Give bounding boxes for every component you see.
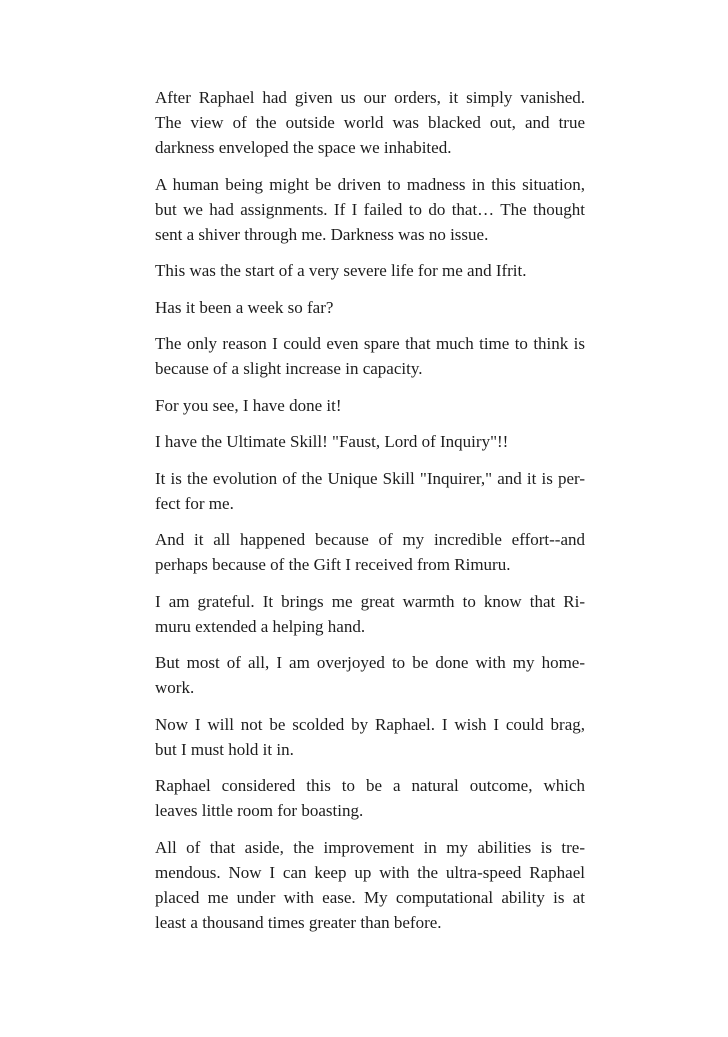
paragraph (155, 650, 585, 700)
text-line: but we had assignments. If I failed to do that… The thought (155, 199, 585, 219)
text-line: But most of all, I am overjoyed to be done with my home- (155, 653, 585, 672)
text-line: The only reason I could even spare that much time to think is (155, 334, 585, 353)
paragraph (155, 258, 585, 283)
text-line: A human being might be driven to madness in this situation, (155, 174, 585, 194)
paragraph (155, 773, 585, 823)
paragraph (155, 85, 585, 160)
paragraph (155, 172, 585, 247)
text-line: I am grateful. It brings me great warmth to know that Ri- (155, 591, 585, 611)
paragraph (155, 466, 585, 516)
text-line: but I must hold it in. (155, 739, 294, 759)
text-line: Now I will not be scolded by Raphael. I wish I could brag, (155, 714, 585, 734)
text-line: muru extended a helping hand. (155, 616, 366, 636)
text-line: work. (155, 678, 195, 697)
text-line: For you see, I have done it! (155, 395, 342, 415)
text-line: darkness enveloped the space we inhabited. (155, 138, 452, 157)
paragraph (155, 589, 585, 639)
text-line: All of that aside, the improvement in my abilities is tre- (155, 837, 585, 857)
paragraph (155, 527, 585, 577)
text-line: Has it been a week so far? (155, 297, 334, 317)
page-text-block (155, 85, 585, 946)
text-line: because of a slight increase in capacity. (155, 359, 423, 378)
text-line: The view of the outside world was blacked out, and true (155, 113, 585, 132)
text-line: I have the Ultimate Skill! "Faust, Lord of Inquiry"!! (155, 432, 509, 451)
text-line: placed me under with ease. My computational ability is at (155, 887, 585, 907)
text-line: sent a shiver through me. Darkness was no issue. (155, 224, 489, 244)
text-line: Raphael considered this to be a natural outcome, which (155, 776, 585, 795)
text-line: mendous. Now I can keep up with the ultra-speed Raphael (155, 862, 585, 882)
text-line: fect for me. (155, 493, 234, 513)
text-line: After Raphael had given us our orders, it simply vanished. (155, 88, 585, 107)
text-line: This was the start of a very severe life for me and Ifrit. (155, 261, 527, 280)
paragraph (155, 835, 585, 935)
text-line: leaves little room for boasting. (155, 801, 364, 820)
paragraph (155, 393, 585, 418)
paragraph (155, 295, 585, 320)
paragraph (155, 429, 585, 454)
text-line: least a thousand times greater than before. (155, 912, 442, 932)
paragraph (155, 331, 585, 381)
text-line: perhaps because of the Gift I received from Rimuru. (155, 555, 511, 574)
paragraph (155, 712, 585, 762)
text-line: And it all happened because of my incredible effort--and (155, 530, 585, 549)
text-line: It is the evolution of the Unique Skill "Inquirer," and it is per- (155, 468, 585, 488)
